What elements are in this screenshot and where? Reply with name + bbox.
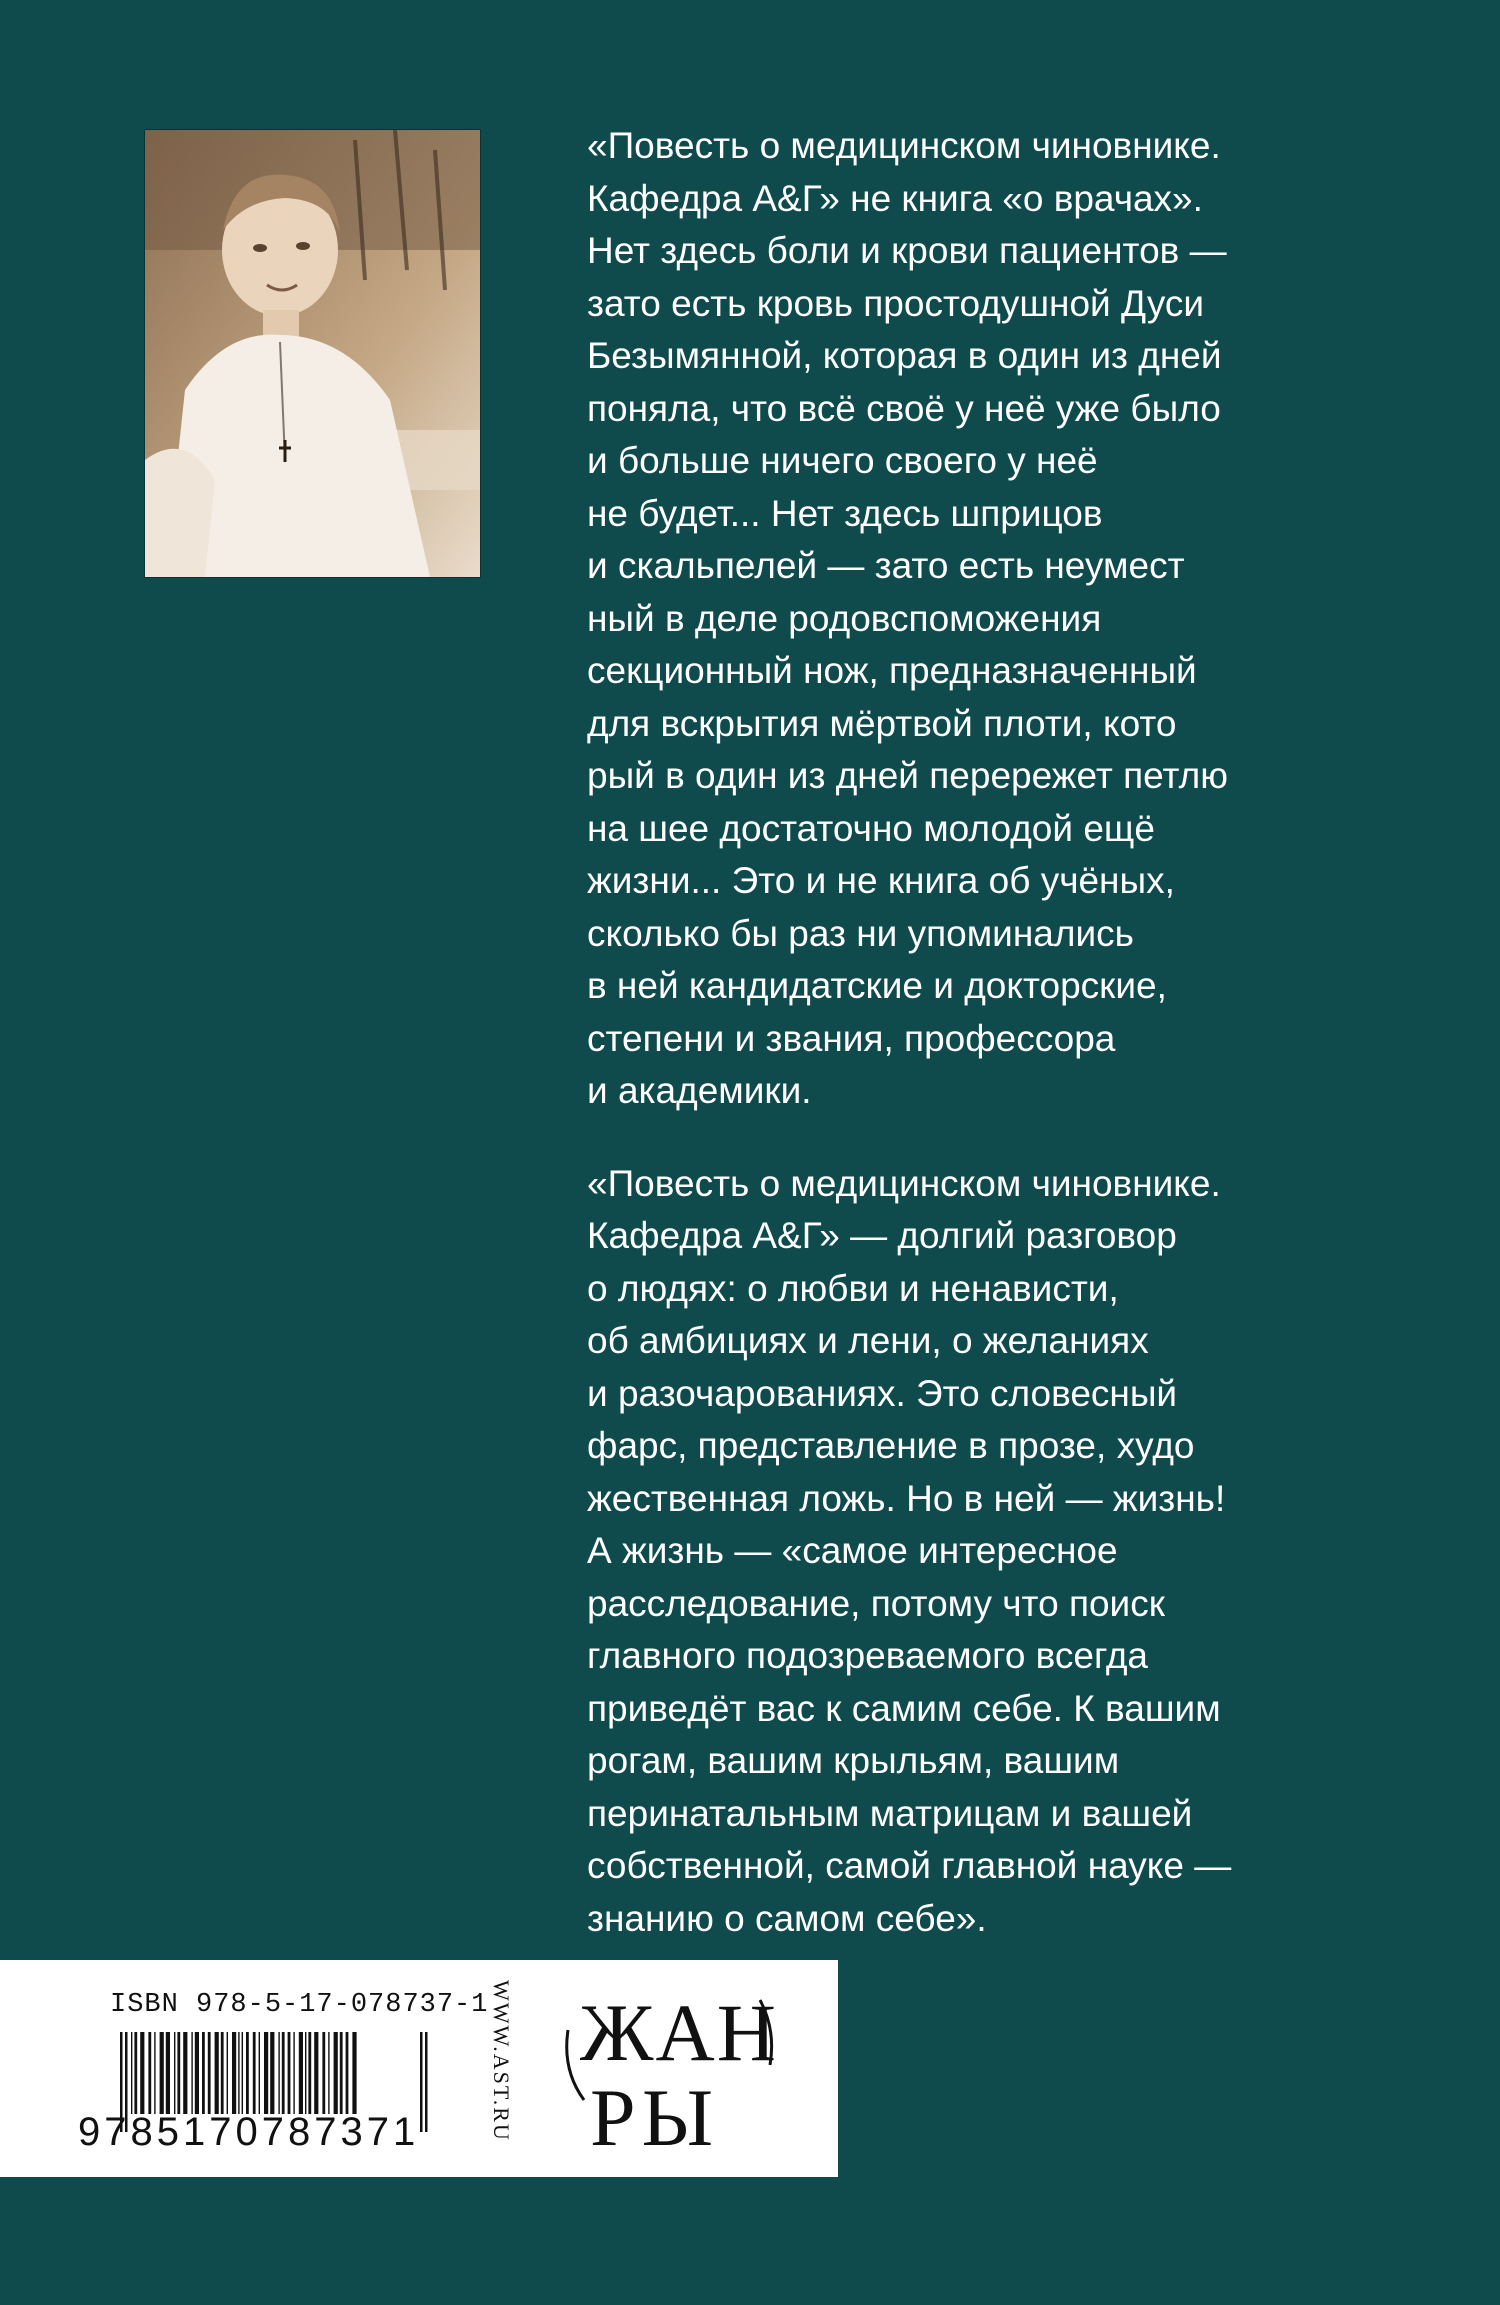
text-line: степени и звания, профессора [587, 1017, 1116, 1059]
author-photo [145, 130, 480, 577]
barcode-bar [305, 2032, 306, 2114]
barcode-bar [238, 2032, 239, 2114]
text-line: знанию о самом себе». [587, 1897, 987, 1939]
text-line: об амбициях и лени, о желаниях [587, 1320, 1149, 1361]
barcode-bar [208, 2032, 211, 2114]
text-line: Безымянной, которая в один из дней [587, 335, 1222, 376]
annotation-paragraph-2 [587, 1158, 1317, 1946]
barcode-bar [259, 2032, 260, 2114]
imprint-box [0, 1960, 838, 2177]
barcode-bar [232, 2032, 236, 2114]
text-line: поняла, что всё своё у неё уже было [587, 387, 1221, 429]
barcode-bar [174, 2032, 175, 2114]
barcode-bar [308, 2032, 311, 2114]
logo-line-2: РЫ [590, 2072, 720, 2163]
text-line: не будет... Нет здесь шприцов [587, 492, 1103, 534]
barcode-bar [293, 2032, 294, 2114]
text-line: рый в один из дней перережет петлю [587, 755, 1228, 796]
barcode-bar [314, 2032, 318, 2114]
logo-line-1: ЖАН [580, 1987, 778, 2078]
barcode-bar [346, 2032, 349, 2114]
barcode-bar [183, 2032, 187, 2114]
barcode-bar [328, 2032, 329, 2114]
barcode-bar [253, 2032, 256, 2114]
barcode-bar [154, 2032, 155, 2114]
barcode-bar [282, 2032, 285, 2114]
text-line: для вскрытия мёртвой плоти, кото [587, 702, 1177, 744]
barcode-bar [148, 2032, 151, 2114]
text-line: Кафедра А&Г» — долгий разговор [587, 1215, 1177, 1256]
barcode-bar [221, 2032, 224, 2114]
author-portrait-icon [145, 130, 480, 577]
text-line: перинатальным матрицам и вашей [587, 1792, 1193, 1834]
barcode-digits: 9785170787371 [78, 2110, 420, 2154]
barcode-bar [322, 2032, 325, 2114]
barcode-bar [352, 2032, 356, 2114]
barcode-bar [270, 2032, 274, 2114]
text-line: расследование, потому что поиск [587, 1582, 1165, 1624]
text-line: жизни... Это и не книга об учёных, [587, 860, 1175, 901]
barcode-bar [425, 2032, 428, 2132]
text-line: главного подозреваемого всегда [587, 1635, 1148, 1676]
annotation-text [587, 120, 1317, 1945]
text-line: приведёт вас к самим себе. К вашим [587, 1687, 1221, 1729]
barcode-bar [215, 2032, 219, 2114]
text-line: секционный нож, предназначенный [587, 650, 1197, 691]
text-line: жественная ложь. Но в ней — жизнь! [587, 1477, 1226, 1519]
barcode-bar [191, 2032, 192, 2114]
annotation-paragraph-1 [587, 120, 1317, 1118]
text-line: на шее достаточно молодой ещё [587, 807, 1155, 849]
barcode-bar [334, 2032, 338, 2114]
barcode-bar [202, 2032, 205, 2114]
barcode-bar [278, 2032, 279, 2114]
isbn-label: ISBN 978-5-17-078737-1 [110, 1990, 489, 2020]
text-line: «Повесть о медицинском чиновнике. [587, 125, 1221, 166]
text-line: Нет здесь боли и крови пациентов — [587, 230, 1227, 271]
barcode-bar [227, 2032, 228, 2114]
barcode-bar [195, 2032, 199, 2114]
text-line: и скальпелей — зато есть неумест [587, 545, 1185, 586]
text-line: в ней кандидатские и докторские, [587, 965, 1167, 1006]
text-line: фарс, представление в прозе, худо [587, 1425, 1195, 1466]
barcode-bar [131, 2032, 132, 2114]
text-line: собственной, самой главной науке — [587, 1845, 1232, 1886]
website-label: WWW.AST.RU [489, 1980, 514, 2142]
text-line: Кафедра А&Г» не книга «о врачах». [587, 177, 1203, 219]
text-line: о людях: о любви и ненависти, [587, 1267, 1119, 1309]
text-line: рогам, вашим крыльям, вашим [587, 1740, 1120, 1781]
barcode-bar [246, 2032, 249, 2114]
text-line: и академики. [587, 1070, 812, 1111]
text-line: и разочарованиях. Это словесный [587, 1372, 1178, 1414]
barcode-bar [288, 2032, 291, 2114]
text-line: и больше ничего своего у неё [587, 440, 1098, 481]
barcode-bar [420, 2032, 423, 2132]
barcode-bar [242, 2032, 243, 2114]
barcode-bar [134, 2032, 137, 2114]
barcode-bar [177, 2032, 180, 2114]
barcode-bar [140, 2032, 144, 2114]
text-line: сколько бы раз ни упоминались [587, 912, 1134, 954]
text-line: «Повесть о медицинском чиновнике. [587, 1162, 1221, 1204]
text-line: А жизнь — «самое интересное [587, 1530, 1118, 1571]
text-line: ный в деле родовспоможения [587, 597, 1102, 639]
barcode-bar [299, 2032, 303, 2114]
barcode-bar [160, 2032, 164, 2114]
barcode-bar [264, 2032, 268, 2114]
publisher-website [486, 1980, 526, 2160]
barcode-bar [166, 2032, 170, 2114]
barcode-bar [340, 2032, 343, 2114]
text-line: зато есть кровь простодушной Дуси [587, 282, 1205, 324]
zhanry-logo-icon [560, 1970, 790, 2170]
